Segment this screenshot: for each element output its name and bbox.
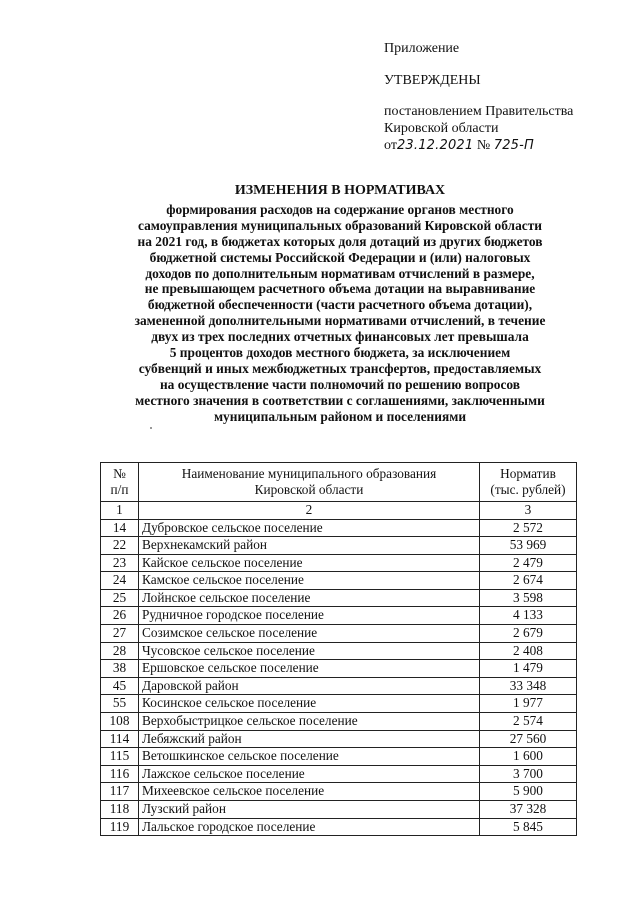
row-value: 2 572 <box>480 519 577 537</box>
row-value: 5 845 <box>480 818 577 836</box>
header-name-line2: Кировской области <box>254 482 364 497</box>
date-prefix: от <box>384 138 397 153</box>
table-row <box>101 801 577 819</box>
header-norm-line1: Норматив <box>500 465 556 481</box>
title-line: субвенций и иных межбюджетных трансфертов, предоставляемых <box>138 360 542 376</box>
row-value: 1 600 <box>480 748 577 766</box>
row-number: 27 <box>101 625 139 643</box>
table-row <box>101 537 577 555</box>
row-name: Созимское сельское поселение <box>139 625 480 643</box>
table-row <box>101 607 577 625</box>
row-number: 24 <box>101 572 139 590</box>
row-name: Кайское сельское поселение <box>139 554 480 572</box>
row-value: 2 408 <box>480 642 577 660</box>
title-line: 5 процентов доходов местного бюджета, за исключением <box>169 345 511 361</box>
table-row <box>101 695 577 713</box>
title-line: на осуществление части полномочий по решению вопросов <box>159 376 521 392</box>
row-name: Лальское городское поселение <box>139 818 480 836</box>
row-value: 1 479 <box>480 660 577 678</box>
row-name: Лебяжский район <box>139 730 480 748</box>
norms-table <box>100 462 577 836</box>
row-name: Чусовское сельское поселение <box>139 642 480 660</box>
row-name: Дубровское сельское поселение <box>139 519 480 537</box>
row-value: 33 348 <box>480 677 577 695</box>
row-value: 4 133 <box>480 607 577 625</box>
header-norm-line2: (тыс. рублей) <box>490 482 566 497</box>
title-line: не превышающем расчетного объема дотации на выравнивание <box>144 281 536 297</box>
scan-mark <box>150 427 152 429</box>
row-name: Лойнское сельское поселение <box>139 589 480 607</box>
title-line: бюджетной системы Российской Федерации и (или) налоговых <box>149 249 531 265</box>
row-number: 23 <box>101 554 139 572</box>
column-number-cell: 1 <box>101 502 139 520</box>
decree-line-1: постановлением Правительства <box>384 104 574 119</box>
decree-date: 23.12.2021 <box>396 138 474 153</box>
row-name: Даровской район <box>139 677 480 695</box>
row-number: 25 <box>101 589 139 607</box>
row-name: Лузский район <box>139 801 480 819</box>
title-line: на 2021 год, в бюджетах которых доля дотаций из других бюджетов <box>137 233 543 249</box>
table-row <box>101 642 577 660</box>
column-number-row <box>101 502 577 520</box>
row-number: 14 <box>101 519 139 537</box>
main-title: ИЗМЕНЕНИЯ В НОРМАТИВАХ <box>234 183 446 198</box>
header-number-line2: п/п <box>110 482 129 497</box>
table-header-row <box>101 463 577 502</box>
table-body <box>101 519 577 836</box>
row-number: 45 <box>101 677 139 695</box>
row-name: Ветошкинское сельское поселение <box>139 748 480 766</box>
header-number-line1: № <box>113 465 126 481</box>
number-prefix: № <box>476 138 491 153</box>
row-number: 55 <box>101 695 139 713</box>
row-number: 116 <box>101 765 139 783</box>
column-number-cell: 2 <box>139 502 480 520</box>
row-number: 26 <box>101 607 139 625</box>
table-row <box>101 783 577 801</box>
row-number: 108 <box>101 713 139 731</box>
column-number-cell: 3 <box>480 502 577 520</box>
header-norm <box>480 463 577 502</box>
title-line: бюджетной обеспеченности (части расчетного объема дотации), <box>147 297 533 313</box>
appendix-label: Приложение <box>384 41 460 56</box>
title-line: двух из трех последних отчетных финансовых лет превышала <box>151 329 529 345</box>
row-number: 117 <box>101 783 139 801</box>
row-name: Михеевское сельское поселение <box>139 783 480 801</box>
row-value: 2 679 <box>480 625 577 643</box>
table-row <box>101 660 577 678</box>
row-value: 27 560 <box>480 730 577 748</box>
row-number: 118 <box>101 801 139 819</box>
row-name: Лажское сельское поселение <box>139 765 480 783</box>
document-title <box>70 183 610 425</box>
row-name: Рудничное городское поселение <box>139 607 480 625</box>
table-row <box>101 748 577 766</box>
row-value: 5 900 <box>480 783 577 801</box>
title-line: замененной дополнительными нормативами отчислений, в течение <box>134 313 546 329</box>
table-row <box>101 765 577 783</box>
row-value: 2 479 <box>480 554 577 572</box>
row-value: 1 977 <box>480 695 577 713</box>
table-row <box>101 519 577 537</box>
row-value: 2 674 <box>480 572 577 590</box>
decree-line-2: Кировской области <box>384 121 499 136</box>
title-line: муниципальным районом и поселениями <box>213 408 467 424</box>
row-name: Верхнекамский район <box>139 537 480 555</box>
header-name-line1: Наименование муниципального образования <box>181 465 437 481</box>
row-value: 53 969 <box>480 537 577 555</box>
row-name: Верхобыстрицкое сельское поселение <box>139 713 480 731</box>
table-row <box>101 589 577 607</box>
title-line: доходов по дополнительным нормативам отчислений в размере, <box>145 265 535 281</box>
header-number <box>101 463 139 502</box>
approved-label: УТВЕРЖДЕНЫ <box>384 73 481 88</box>
row-name: Ершовское сельское поселение <box>139 660 480 678</box>
row-number: 119 <box>101 818 139 836</box>
table-row <box>101 677 577 695</box>
title-line: самоуправления муниципальных образований Кировской области <box>137 217 543 233</box>
table-row <box>101 818 577 836</box>
row-number: 28 <box>101 642 139 660</box>
approval-block <box>384 40 573 154</box>
decree-number: 725-П <box>493 138 535 153</box>
title-line: местного значения в соответствии с соглашениями, заключенными <box>135 392 545 408</box>
table-row <box>101 554 577 572</box>
row-value: 37 328 <box>480 801 577 819</box>
row-name: Косинское сельское поселение <box>139 695 480 713</box>
row-value: 3 700 <box>480 765 577 783</box>
row-value: 2 574 <box>480 713 577 731</box>
table-row <box>101 572 577 590</box>
row-number: 38 <box>101 660 139 678</box>
table-row <box>101 713 577 731</box>
row-name: Камское сельское поселение <box>139 572 480 590</box>
title-line: формирования расходов на содержание органов местного <box>166 201 514 217</box>
row-number: 114 <box>101 730 139 748</box>
row-number: 22 <box>101 537 139 555</box>
row-value: 3 598 <box>480 589 577 607</box>
table-row <box>101 730 577 748</box>
header-name <box>139 463 480 502</box>
row-number: 115 <box>101 748 139 766</box>
table-row <box>101 625 577 643</box>
decree-date-line <box>384 137 573 154</box>
